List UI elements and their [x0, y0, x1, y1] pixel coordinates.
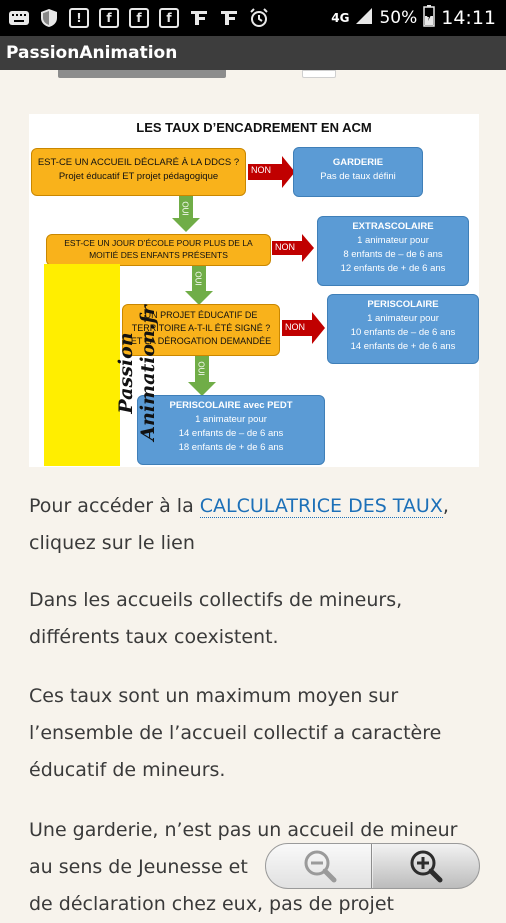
facebook-icon: f: [98, 7, 120, 29]
status-bar: [0, 0, 506, 36]
tab-indicator: [58, 70, 226, 78]
oui-label-2: OUI: [193, 271, 203, 286]
article-content: [0, 78, 506, 915]
passion-animation-logo: [44, 264, 120, 466]
non-label-1: NON: [251, 165, 271, 175]
r3-line3: 14 enfants de + de 6 ans: [350, 341, 456, 352]
zoom-out-button[interactable]: [266, 844, 373, 888]
p4-line3: de déclaration chez eux, pas de projet: [29, 893, 394, 915]
zoom-out-icon: [302, 848, 338, 884]
app-bar: [0, 36, 506, 70]
q3-line3: ET LA DÉROGATION DEMANDÉE: [130, 336, 272, 346]
calculatrice-link[interactable]: CALCULATRICE DES TAUX: [199, 495, 443, 517]
paragraph-taux-coexistent: [29, 582, 479, 656]
r2-line2: 8 enfants de – de 6 ans: [343, 249, 443, 260]
question-jour-ecole: [46, 234, 271, 266]
r2-line1: 1 animateur pour: [357, 235, 429, 246]
result-extrascolaire: [317, 216, 469, 286]
encadrement-infographic: [29, 114, 479, 467]
tab-indicator-right: [302, 70, 336, 78]
logo-text: Passion Animation.fr: [115, 305, 159, 441]
r4-line2: 14 enfants de – de 6 ans: [178, 428, 284, 439]
r3-line2: 10 enfants de – de 6 ans: [350, 327, 456, 338]
r3-heading: PERISCOLAIRE: [367, 299, 439, 310]
facebook-icon: f: [158, 7, 180, 29]
signal-icon: [355, 7, 373, 30]
shield-icon: [38, 7, 60, 29]
r2-line3: 12 enfants de + de 6 ans: [340, 263, 446, 274]
p4-line2: au sens de Jeunesse et: [29, 856, 248, 878]
alarm-icon: [248, 7, 270, 29]
p1-comma: ,: [442, 495, 449, 517]
paragraph-calculatrice: [29, 488, 479, 562]
zoom-controls: [265, 843, 480, 889]
r4-line1: 1 animateur pour: [195, 414, 267, 425]
result-garderie: [293, 147, 423, 197]
p3-line2: l’ensemble de l’accueil collectif a caractère: [29, 722, 442, 744]
clock: 14:11: [441, 7, 496, 29]
r1-heading: GARDERIE: [332, 157, 384, 168]
oui-label-3: OUI: [196, 361, 206, 376]
r2-heading: EXTRASCOLAIRE: [352, 221, 434, 232]
result-periscolaire: [327, 294, 479, 364]
p2-line2: différents taux coexistent.: [29, 626, 279, 648]
network-type: 4G: [331, 11, 350, 25]
r3-line1: 1 animateur pour: [367, 313, 439, 324]
q2-line1: EST-CE UN JOUR D’ÉCOLE POUR PLUS DE LA: [64, 238, 253, 248]
zoom-in-button[interactable]: [371, 844, 479, 888]
p4-line1: Une garderie, n’est pas un accueil de mineur: [29, 819, 458, 841]
result-periscolaire-pedt: [137, 395, 325, 465]
p3-line3: éducatif de mineurs.: [29, 759, 226, 781]
r1-line1: Pas de taux défini: [320, 171, 396, 182]
oui-label-1: OUI: [180, 201, 190, 216]
p2-line1: Dans les accueils collectifs de mineurs,: [29, 589, 403, 611]
paragraph-taux-maximum: [29, 678, 479, 789]
keyboard-icon: [8, 7, 30, 29]
r4-line3: 18 enfants de + de 6 ans: [178, 442, 284, 453]
twitter-icon: [188, 7, 210, 29]
battery-icon: [423, 5, 435, 32]
q1-line2: Projet éducatif ET projet pédagogique: [58, 171, 219, 182]
non-label-2: NON: [275, 242, 295, 252]
alert-icon: !: [68, 7, 90, 29]
zoom-in-icon: [408, 848, 444, 884]
question-ddcs: [31, 148, 246, 196]
q1-line1: EST-CE UN ACCUEIL DÉCLARÉ À LA DDCS ?: [37, 157, 240, 168]
q2-line2: MOITIÉ DES ENFANTS PRÉSENTS: [89, 250, 228, 260]
r4-heading: PERISCOLAIRE avec PEDT: [169, 400, 293, 411]
p3-line1: Ces taux sont un maximum moyen sur: [29, 685, 399, 707]
non-label-3: NON: [285, 322, 305, 332]
facebook-icon: f: [128, 7, 150, 29]
q3-line2: TERRITOIRE A-T-IL ÉTÉ SIGNÉ ?: [131, 323, 271, 333]
q3-line1: UN PROJET ÉDUCATIF DE: [144, 310, 258, 320]
battery-percent: 50%: [379, 8, 418, 28]
twitter-icon: [218, 7, 240, 29]
p1-text: Pour accéder à la: [29, 495, 200, 517]
figure-title: LES TAUX D’ENCADREMENT EN ACM: [136, 120, 372, 135]
p1-line2: cliquez sur le lien: [29, 532, 195, 554]
app-title: PassionAnimation: [6, 43, 178, 63]
